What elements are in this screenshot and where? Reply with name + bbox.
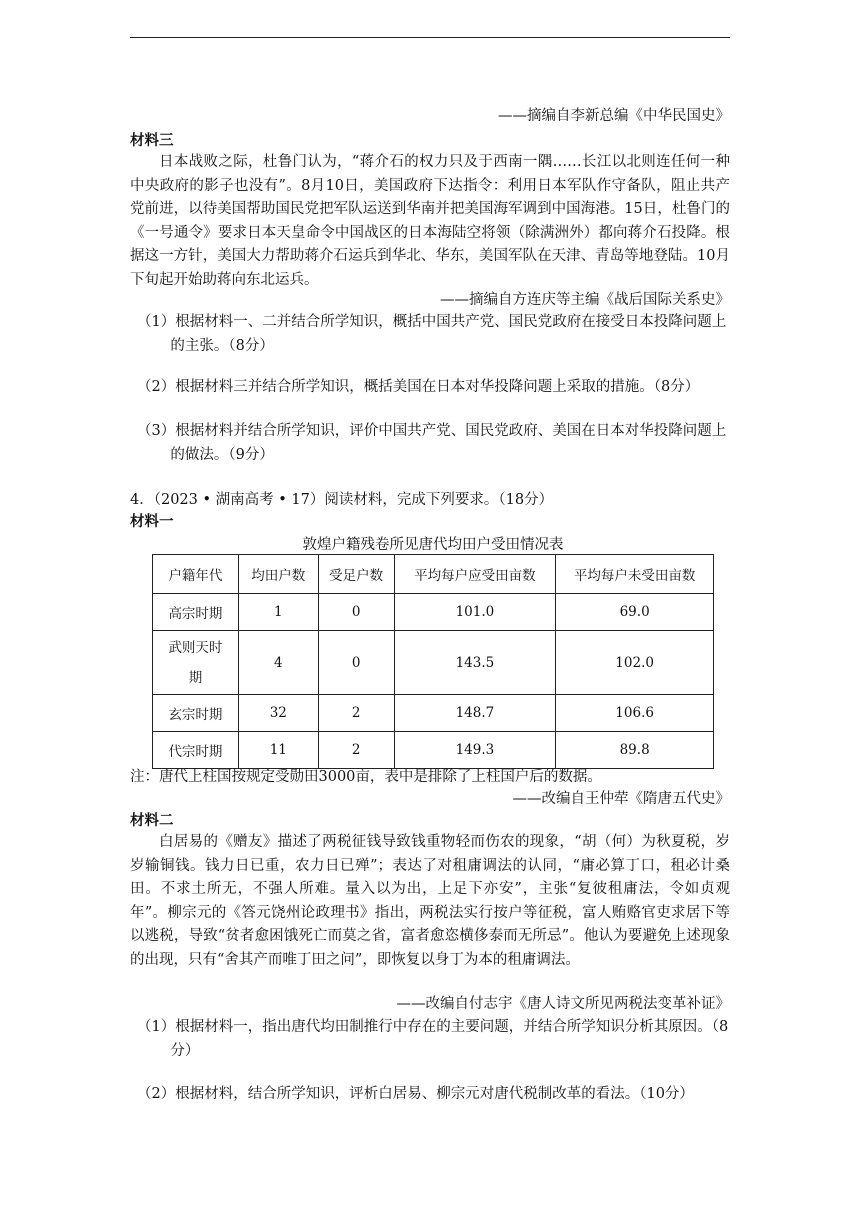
table-caption: 敦煌户籍残卷所见唐代均田户受田情况表 — [302, 537, 564, 553]
table-cell: 11 — [238, 732, 318, 769]
table-cell: 101.0 — [394, 594, 556, 631]
table-header-cell: 户籍年代 — [153, 555, 239, 594]
source-citation: ——改编自付志宇《唐人诗文所见两税法变革补证》 — [396, 996, 730, 1012]
question-item: （1）根据材料一，指出唐代均田制推行中存在的主要问题，并结合所学知识分析其原因。（8分） — [137, 1019, 729, 1059]
question-item: （2）根据材料，结合所学知识，评析白居易、柳宗元对唐代税制改革的看法。（10分） — [137, 1086, 694, 1102]
table-cell: 玄宗时期 — [153, 695, 239, 732]
header-rule — [130, 37, 730, 38]
table-cell: 89.8 — [556, 732, 714, 769]
problem-title: 4．（2023 • 湖南高考 • 17）阅读材料，完成下列要求。（18分） — [130, 492, 554, 508]
material-heading: 材料三 — [130, 133, 174, 149]
table-cell: 2 — [318, 732, 394, 769]
table-cell: 武则天时期 — [153, 631, 239, 695]
table-cell: 0 — [318, 631, 394, 695]
source-citation: ——改编自王仲荦《隋唐五代史》 — [512, 791, 730, 807]
table-cell: 代宗时期 — [153, 732, 239, 769]
table-cell: 106.6 — [556, 695, 714, 732]
table-row — [153, 594, 714, 631]
table-cell: 32 — [238, 695, 318, 732]
table-header-row — [153, 555, 714, 594]
table-row — [153, 732, 714, 769]
table-cell: 0 — [318, 594, 394, 631]
table-note: 注：唐代上柱国按规定受勋田3000亩，表中是排除了上柱国户后的数据。 — [130, 769, 602, 785]
table-cell: 高宗时期 — [153, 594, 239, 631]
table-cell: 1 — [238, 594, 318, 631]
question-item: （3）根据材料并结合所学知识，评价中国共产党、国民党政府、美国在日本对华投降问题上的做法。（9分） — [137, 423, 727, 463]
table-cell: 149.3 — [394, 732, 556, 769]
table-header-cell: 均田户数 — [238, 555, 318, 594]
table-row — [153, 695, 714, 732]
data-table — [152, 554, 714, 769]
table-header-cell: 受足户数 — [318, 555, 394, 594]
question-item: （1）根据材料一、二并结合所学知识，概括中国共产党、国民党政府在接受日本投降问题上的主张。（8分） — [137, 314, 727, 354]
material-text: 日本战败之际，杜鲁门认为，“蒋介石的权力只及于西南一隅……长江以北则连任何一种中央政府的影子也没有”。8月10日，美国政府下达指令：利用日本军队作守备队，阻止共产党前进，以待美国帮助国民党把军队运送到华南并把美国海军调到中国海港。15日，杜鲁门的《一号通令》要求日本天皇命令中国战区的日本海陆空将领（除满洲外）都向蒋介石投降。根据这一方针，美国大力帮助蒋介石运兵到华北、华东，美国军队在天津、青岛等地登陆。10月下旬起开始助蒋向东北运兵。 — [130, 154, 730, 288]
table-header-cell: 平均每户未受田亩数 — [556, 555, 714, 594]
table-row — [153, 631, 714, 695]
material-heading: 材料二 — [130, 813, 174, 829]
table-cell: 143.5 — [394, 631, 556, 695]
table-header-cell: 平均每户应受田亩数 — [394, 555, 556, 594]
material-text: 白居易的《赠友》描述了两税征钱导致钱重物轻而伤农的现象，“胡（何）为秋夏税，岁岁输铜钱。钱力日已重，农力日已殚”；表达了对租庸调法的认同，“庸必算丁口，租必计桑田。不求土所无，不强人所难。量入以为出，上足下亦安”，主张“复彼租庸法，令如贞观年”。柳宗元的《答元饶州论政理书》指出，两税法实行按户等征税，富人贿赂官吏求居下等以逃税，导致“贫者愈困饿死亡而莫之省，富者愈恣横侈泰而无所忌”。他认为要避免上述现象的出现，只有“舍其产而唯丁田之问”，即恢复以身丁为本的租庸调法。 — [130, 834, 730, 968]
source-citation: ——摘编自李新总编《中华民国史》 — [498, 108, 730, 124]
table-cell: 4 — [238, 631, 318, 695]
table-cell: 69.0 — [556, 594, 714, 631]
source-citation: ——摘编自方连庆等主编《战后国际关系史》 — [440, 292, 730, 308]
table-cell: 102.0 — [556, 631, 714, 695]
question-item: （2）根据材料三并结合所学知识，概括美国在日本对华投降问题上采取的措施。（8分） — [137, 379, 700, 395]
material-heading: 材料一 — [130, 514, 174, 530]
table-cell: 2 — [318, 695, 394, 732]
table-cell: 148.7 — [394, 695, 556, 732]
